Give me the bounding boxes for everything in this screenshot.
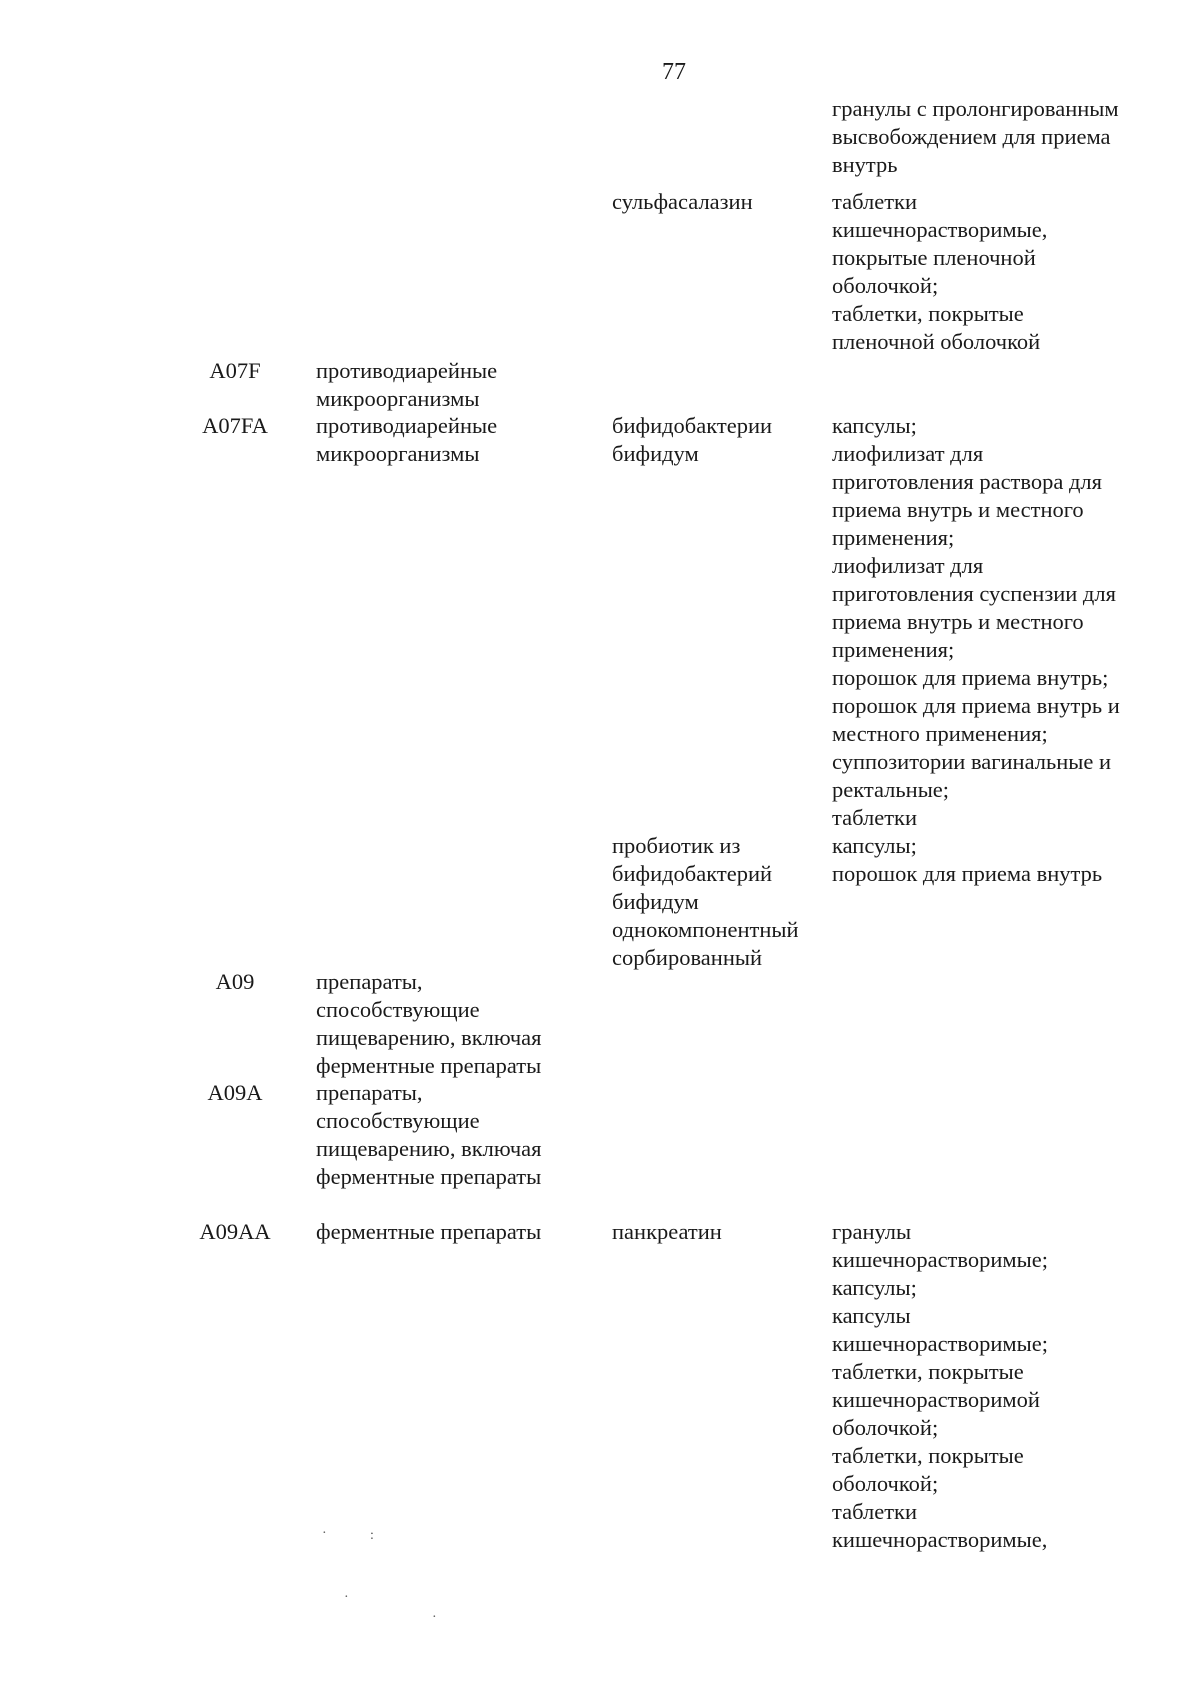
atc-code-cell: A09 [215, 969, 255, 994]
form-line: капсулы [832, 1303, 911, 1328]
form-line: порошок для приема внутрь; [832, 665, 1109, 690]
dosage-forms-cell [832, 412, 1172, 832]
form-line: таблетки [832, 1499, 918, 1524]
form-line: оболочкой; [832, 273, 939, 298]
form-line: кишечнорастворимые; [832, 1331, 1048, 1356]
inn-line: сульфасалазин [612, 189, 753, 214]
group-line: способствующие [316, 1108, 480, 1133]
group-line: способствующие [316, 997, 480, 1022]
group-line: ферментные препараты [316, 1053, 542, 1078]
form-line: кишечнорастворимые, [832, 1527, 1048, 1552]
form-line: порошок для приема внутрь [832, 861, 1103, 886]
form-line: приема внутрь и местного [832, 497, 1084, 522]
form-line: внутрь [832, 152, 898, 177]
dosage-forms-cell [832, 832, 1172, 888]
form-line: приготовления суспензии для [832, 581, 1116, 606]
form-line: лиофилизат для [832, 553, 984, 578]
group-cell [316, 1218, 606, 1246]
group-cell [316, 1079, 606, 1191]
atc-code-cell: A07F [209, 358, 261, 383]
form-line: кишечнорастворимые; [832, 1247, 1048, 1272]
dosage-forms-cell [832, 188, 1172, 356]
inn-line: пробиотик из [612, 833, 741, 858]
group-line: ферментные препараты [316, 1219, 542, 1244]
inn-line: однокомпонентный [612, 917, 799, 942]
form-line: гранулы [832, 1219, 912, 1244]
form-line: местного применения; [832, 721, 1048, 746]
group-line: ферментные препараты [316, 1164, 542, 1189]
form-line: кишечнорастворимые, [832, 217, 1048, 242]
group-line: противодиарейные [316, 358, 498, 383]
scan-speck: · [432, 1610, 437, 1625]
atc-code-cell: A07FA [202, 413, 268, 438]
dosage-forms-cell [832, 95, 1172, 179]
group-line: пищеварению, включая [316, 1025, 542, 1050]
form-line: кишечнорастворимой [832, 1387, 1040, 1412]
group-cell [316, 357, 606, 413]
form-line: капсулы; [832, 1275, 917, 1300]
form-line: суппозитории вагинальные и [832, 749, 1112, 774]
group-cell [316, 412, 606, 468]
inn-line: бифидум [612, 889, 699, 914]
form-line: таблетки, покрытые [832, 1443, 1024, 1468]
inn-cell [612, 412, 832, 468]
form-line: пленочной оболочкой [832, 329, 1041, 354]
inn-line: панкреатин [612, 1219, 722, 1244]
inn-line: сорбированный [612, 945, 763, 970]
group-line: микроорганизмы [316, 441, 480, 466]
scan-speck: · [344, 1590, 349, 1605]
page-number: 77 [662, 59, 686, 85]
form-line: приема внутрь и местного [832, 609, 1084, 634]
atc-code-cell: A09A [207, 1080, 263, 1105]
inn-cell [612, 1218, 832, 1246]
form-line: ректальные; [832, 777, 950, 802]
group-cell [316, 968, 606, 1080]
form-line: капсулы; [832, 833, 917, 858]
form-line: применения; [832, 525, 955, 550]
form-line: приготовления раствора для [832, 469, 1102, 494]
inn-line: бифидобактерии [612, 413, 773, 438]
form-line: капсулы; [832, 413, 917, 438]
form-line: таблетки [832, 805, 918, 830]
form-line: таблетки, покрытые [832, 1359, 1024, 1384]
form-line: таблетки, покрытые [832, 301, 1024, 326]
group-line: микроорганизмы [316, 386, 480, 411]
scan-speck: · [322, 1526, 327, 1541]
form-line: таблетки [832, 189, 918, 214]
form-line: оболочкой; [832, 1415, 939, 1440]
form-line: гранулы с пролонгированным [832, 96, 1119, 121]
form-line: применения; [832, 637, 955, 662]
form-line: порошок для приема внутрь и [832, 693, 1120, 718]
form-line: лиофилизат для [832, 441, 984, 466]
inn-cell [612, 832, 832, 972]
inn-cell [612, 188, 832, 216]
atc-code-cell: A09AA [199, 1219, 271, 1244]
inn-line: бифидум [612, 441, 699, 466]
group-line: препараты, [316, 969, 423, 994]
form-line: оболочкой; [832, 1471, 939, 1496]
scan-speck: : [370, 1528, 374, 1543]
form-line: покрытые пленочной [832, 245, 1036, 270]
group-line: противодиарейные [316, 413, 498, 438]
group-line: пищеварению, включая [316, 1136, 542, 1161]
inn-line: бифидобактерий [612, 861, 773, 886]
form-line: высвобождением для приема [832, 124, 1111, 149]
dosage-forms-cell [832, 1218, 1172, 1554]
group-line: препараты, [316, 1080, 423, 1105]
